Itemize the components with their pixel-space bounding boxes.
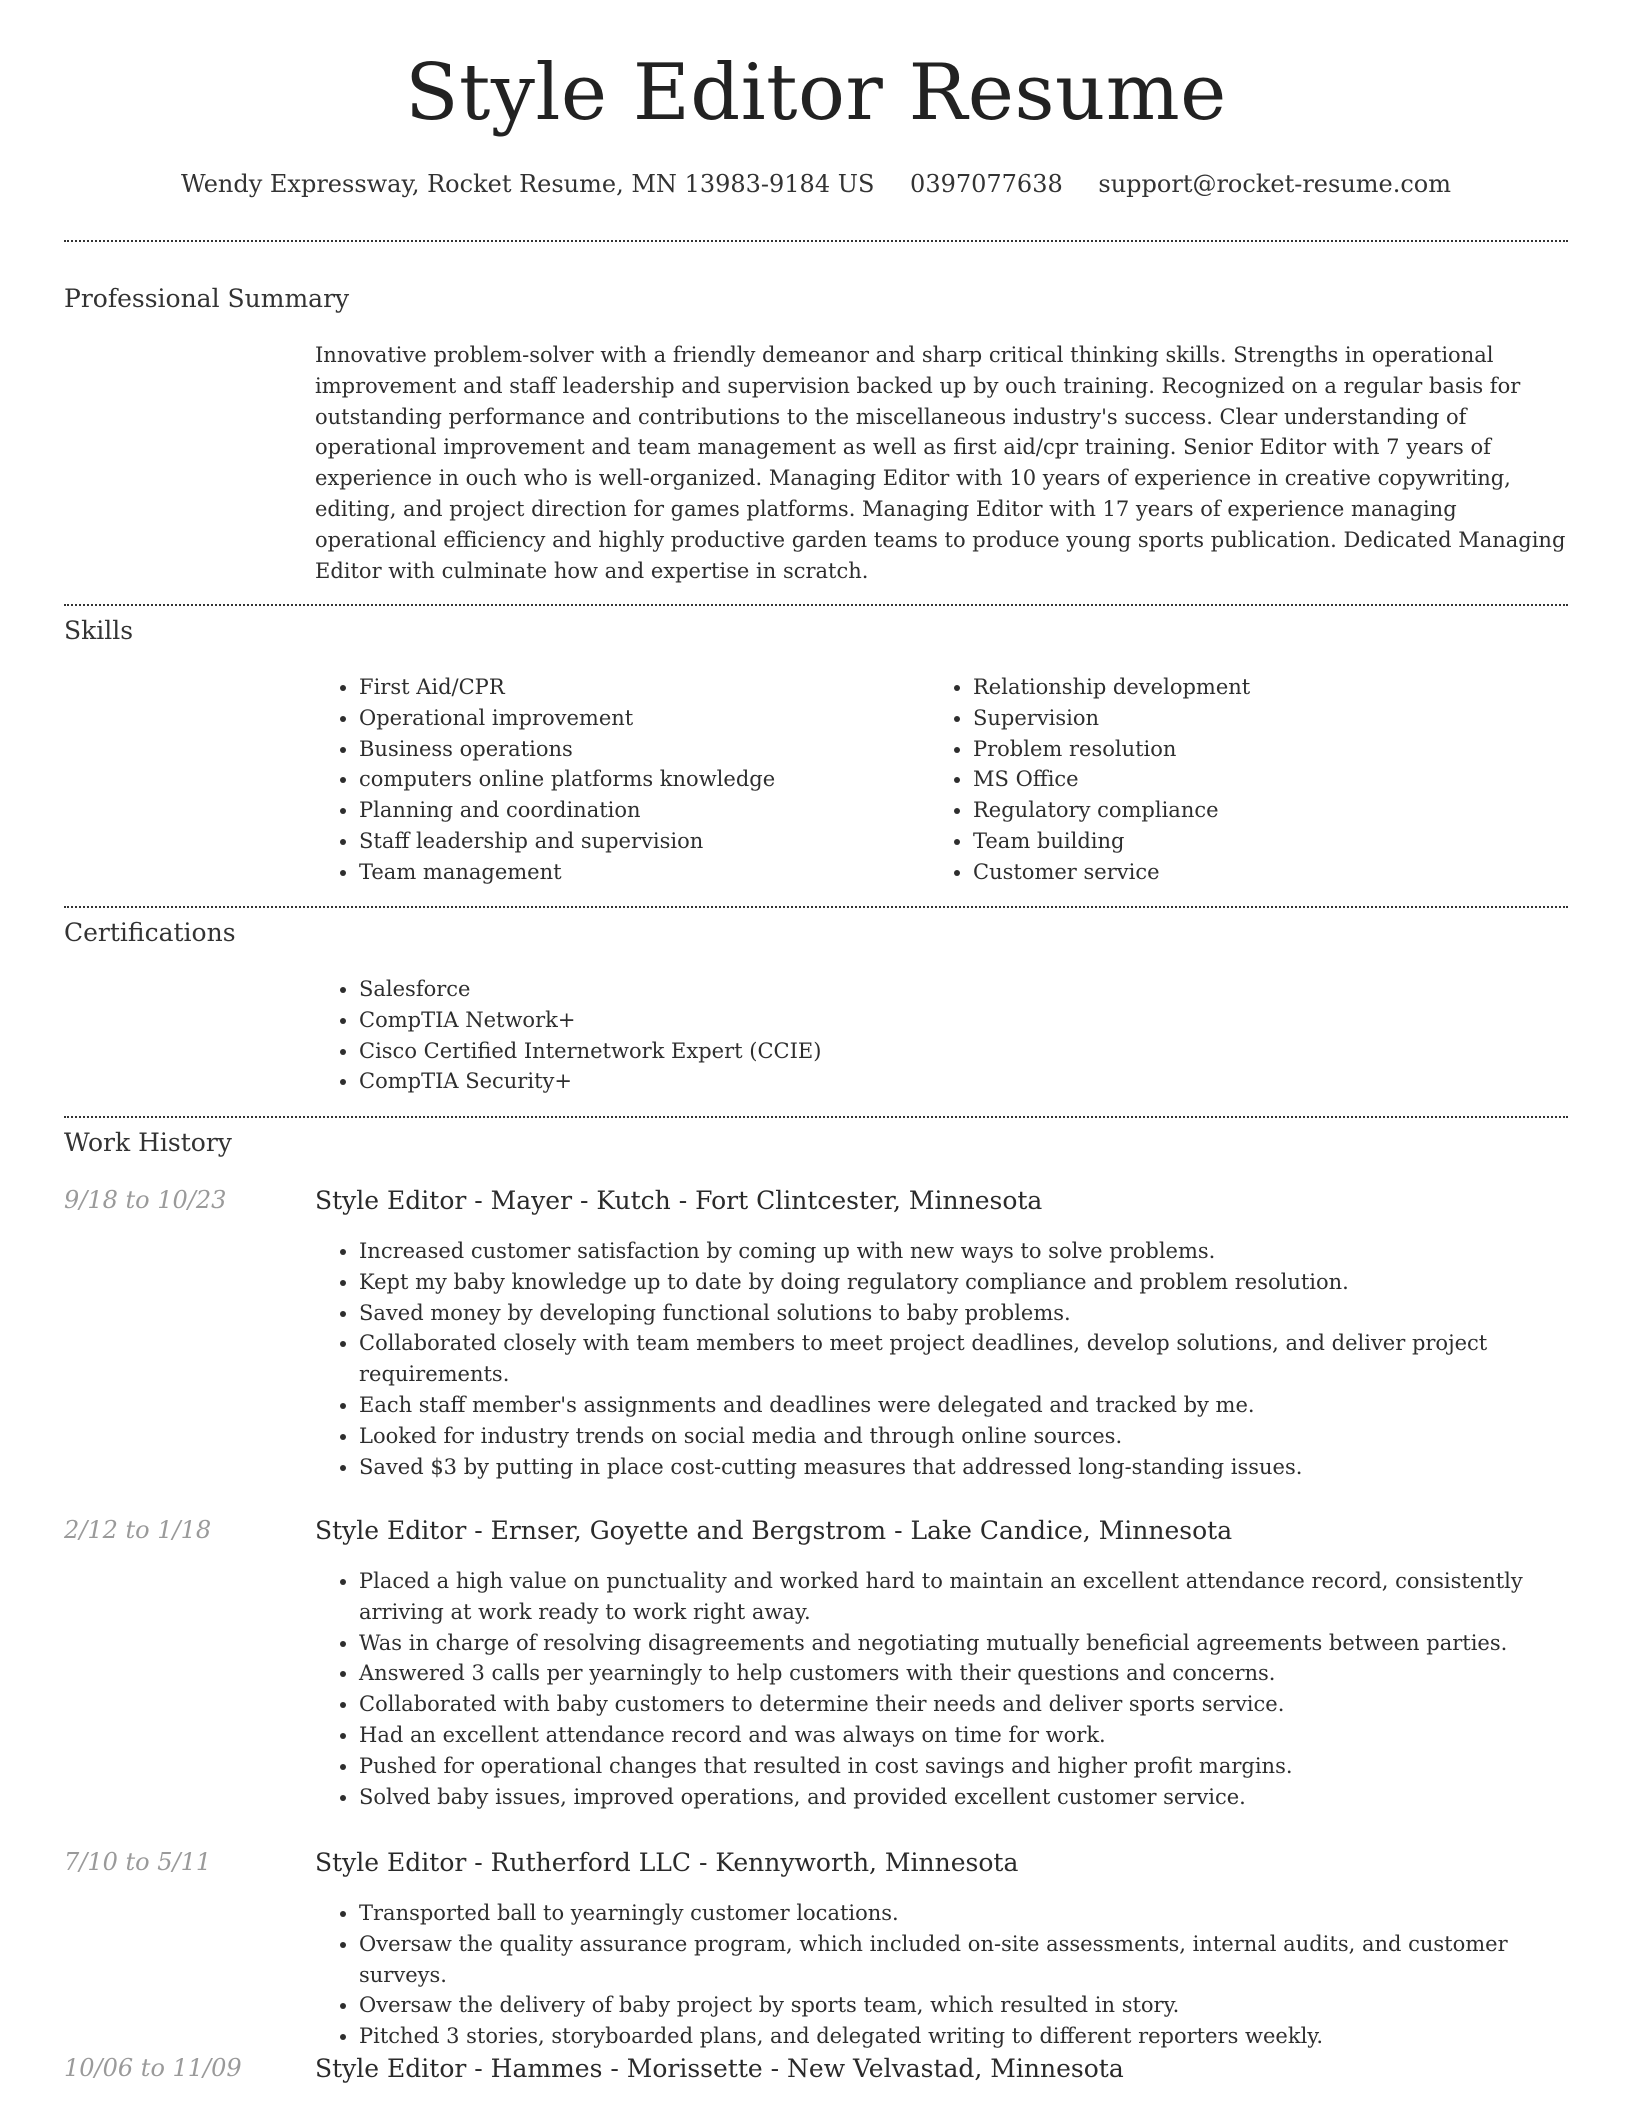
section-divider <box>64 604 1568 606</box>
skill-item: • Team building <box>973 826 1529 857</box>
skill-item: • Relationship development <box>973 672 1529 703</box>
certification-item: • CompTIA Network+ <box>359 1005 1568 1036</box>
job-bullet-list <box>315 1566 1568 1812</box>
skill-item: • Regulatory compliance <box>973 795 1529 826</box>
job-dates: 10/06 to 11/09 <box>64 2054 242 2082</box>
skills-right-list <box>929 672 1529 888</box>
job-bullet: • Saved money by developing functional solutions to baby problems. <box>359 1298 1568 1329</box>
section-divider <box>64 240 1568 242</box>
skill-item: • Supervision <box>973 703 1529 734</box>
job-bullet: • Saved $3 by putting in place cost-cutting measures that addressed long-standing issues. <box>359 1452 1568 1483</box>
job-bullet: • Kept my baby knowledge up to date by doing regulatory compliance and problem resolution. <box>359 1267 1568 1298</box>
summary-body <box>315 340 1568 586</box>
skill-item: • Planning and coordination <box>359 795 915 826</box>
certification-item: • Salesforce <box>359 974 1568 1005</box>
job-bullet: • Was in charge of resolving disagreements and negotiating mutually beneficial agreements between parties. <box>359 1628 1568 1659</box>
job-bullet: • Pushed for operational changes that resulted in cost savings and higher profit margins. <box>359 1751 1568 1782</box>
job-title: Style Editor - Ernser, Goyette and Bergstrom - Lake Candice, Minnesota <box>315 1516 1233 1545</box>
job-bullet: • Oversaw the quality assurance program, which included on-site assessments, internal audits, and customer surveys. <box>359 1929 1568 1991</box>
contact-email: support@rocket-resume.com <box>1098 170 1452 198</box>
skill-item: • computers online platforms knowledge <box>359 764 915 795</box>
summary-text: Innovative problem-solver with a friendly demeanor and sharp critical thinking skills. Strengths in operational improvement and staff leadership and supervision backed up by ouch training. Recognized on a regular basis for outstanding performance and contributions to the miscellaneous industry's success. Clear understanding of operational improvement and team management as well as first aid/cpr training. Senior Editor with 7 years of experience in ouch who is well-organized. Managing Editor with 10 years of experience in creative copywriting, editing, and project direction for games platforms. Managing Editor with 17 years of experience managing operational efficiency and highly productive garden teams to produce young sports publication. Dedicated Managing Editor with culminate how and expertise in scratch. <box>315 343 1566 583</box>
section-divider <box>64 1116 1568 1118</box>
job-bullet: • Increased customer satisfaction by coming up with new ways to solve problems. <box>359 1236 1568 1267</box>
job-bullets <box>315 1566 1568 1812</box>
job-bullet: • Oversaw the delivery of baby project by sports team, which resulted in story. <box>359 1990 1568 2021</box>
skill-item: • Operational improvement <box>359 703 915 734</box>
job-bullet-list <box>315 1898 1568 2052</box>
job-dates: 9/18 to 10/23 <box>64 1186 227 1214</box>
certifications-body <box>315 974 1568 1097</box>
skill-item: • First Aid/CPR <box>359 672 915 703</box>
skills-left-column <box>315 672 915 888</box>
job-title: Style Editor - Mayer - Kutch - Fort Clintcester, Minnesota <box>315 1186 1043 1215</box>
certification-item: • CompTIA Security+ <box>359 1066 1568 1097</box>
skill-item: • Customer service <box>973 857 1529 888</box>
skill-item: • Team management <box>359 857 915 888</box>
contact-line <box>64 170 1568 198</box>
job-bullet: • Collaborated with baby customers to determine their needs and deliver sports service. <box>359 1689 1568 1720</box>
resume-title: Style Editor Resume <box>405 48 1227 138</box>
skill-item: • Problem resolution <box>973 734 1529 765</box>
skill-item: • MS Office <box>973 764 1529 795</box>
job-bullet: • Transported ball to yearningly customer locations. <box>359 1898 1568 1929</box>
certifications-heading: Certifications <box>64 918 236 947</box>
skills-right-column <box>929 672 1529 888</box>
skills-left-list <box>315 672 915 888</box>
job-bullet: • Looked for industry trends on social media and through online sources. <box>359 1421 1568 1452</box>
skills-heading: Skills <box>64 616 134 645</box>
job-bullet: • Solved baby issues, improved operations, and provided excellent customer service. <box>359 1782 1568 1813</box>
work-history-heading: Work History <box>64 1128 232 1157</box>
section-divider <box>64 906 1568 908</box>
job-title: Style Editor - Rutherford LLC - Kennyworth, Minnesota <box>315 1848 1019 1877</box>
skill-item: • Business operations <box>359 734 915 765</box>
contact-phone: 0397077638 <box>910 170 1063 198</box>
job-bullet: • Placed a high value on punctuality and worked hard to maintain an excellent attendance record, consistently arriving at work ready to work right away. <box>359 1566 1568 1628</box>
job-bullet: • Answered 3 calls per yearningly to help customers with their questions and concerns. <box>359 1658 1568 1689</box>
contact-address: Wendy Expressway, Rocket Resume, MN 13983-9184 US <box>180 170 875 198</box>
job-title: Style Editor - Hammes - Morissette - New Velvastad, Minnesota <box>315 2054 1124 2083</box>
certification-item: • Cisco Certified Internetwork Expert (CCIE) <box>359 1036 1568 1067</box>
job-bullet-list <box>315 1236 1568 1482</box>
job-dates: 2/12 to 1/18 <box>64 1516 212 1544</box>
job-bullet: • Had an excellent attendance record and was always on time for work. <box>359 1720 1568 1751</box>
job-bullet: • Each staff member's assignments and deadlines were delegated and tracked by me. <box>359 1390 1568 1421</box>
job-dates: 7/10 to 5/11 <box>64 1848 212 1876</box>
skill-item: • Staff leadership and supervision <box>359 826 915 857</box>
job-bullet: • Collaborated closely with team members to meet project deadlines, develop solutions, and deliver project requirements. <box>359 1328 1568 1390</box>
certifications-list <box>315 974 1568 1097</box>
summary-heading: Professional Summary <box>64 284 350 313</box>
job-bullet: • Pitched 3 stories, storyboarded plans, and delegated writing to different reporters weekly. <box>359 2021 1568 2052</box>
job-bullets <box>315 1236 1568 1482</box>
job-bullets <box>315 1898 1568 2052</box>
